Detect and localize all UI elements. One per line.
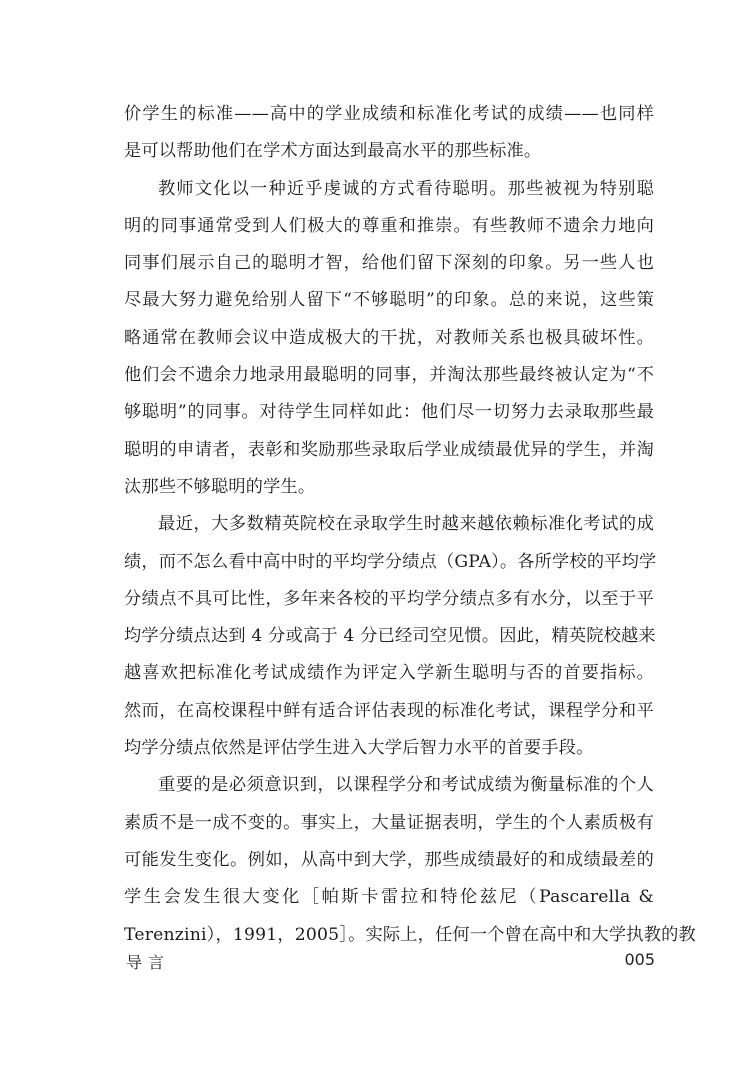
body-text	[124, 96, 696, 954]
text-line: 聪明的申请者，表彰和奖励那些录取后学业成绩最优异的学生，并淘	[124, 439, 654, 460]
text-line: 教师文化以一种近乎虔诚的方式看待聪明。那些被视为特别聪	[158, 178, 654, 199]
text-line: 均学分绩点依然是评估学生进入大学后智力水平的首要手段。	[124, 738, 594, 759]
text-line: 略通常在教师会议中造成极大的干扰，对教师关系也极具破坏性。	[124, 327, 654, 348]
text-line: 汰那些不够聪明的学生。	[124, 476, 316, 497]
text-line: 素质不是一成不变的。事实上，大量证据表明，学生的个人素质极有	[124, 812, 654, 833]
text-line: Terenzini），1991，2005］。实际上，任何一个曾在高中和大学执教的教	[124, 924, 696, 945]
text-line: 学生会发生很大变化［帕斯卡雷拉和特伦兹尼（Pascarella &	[124, 887, 654, 908]
text-line: 越喜欢把标准化考试成绩作为评定入学新生聪明与否的首要指标。	[124, 663, 654, 684]
paragraph	[124, 96, 654, 171]
text-line: 他们会不遗余力地录用最聪明的同事，并淘汰那些最终被认定为“不	[124, 365, 654, 386]
text-line: 可能发生变化。例如，从高中到大学，那些成绩最好的和成绩最差的	[124, 849, 654, 870]
text-line: 尽最大努力避免给别人留下“不够聪明”的印象。总的来说，这些策	[124, 290, 654, 311]
text-line: 均学分绩点达到 4 分或高于 4 分已经司空见惯。因此，精英院校越来	[124, 626, 656, 647]
text-line: 价学生的标准——高中的学业成绩和标准化考试的成绩——也同样	[124, 104, 654, 124]
text-line: 绩，而不怎么看中高中时的平均学分绩点（GPA）。各所学校的平均学	[124, 551, 657, 572]
page-number: 005	[624, 950, 655, 969]
text-line: 最近，大多数精英院校在录取学生时越来越依赖标准化考试的成	[158, 514, 654, 535]
text-line: 明的同事通常受到人们极大的尊重和推崇。有些教师不遗余力地向	[124, 215, 654, 236]
text-line: 同事们展示自己的聪明才智，给他们留下深刻的印象。另一些人也	[124, 253, 654, 274]
paragraph	[124, 767, 696, 953]
running-footer-section: 导言	[126, 953, 171, 972]
paragraph	[124, 171, 654, 507]
text-line: 分绩点不具可比性，多年来各校的平均学分绩点多有水分，以至于平	[124, 588, 654, 609]
text-line: 够聪明”的同事。对待学生同样如此：他们尽一切努力去录取那些最	[124, 402, 654, 423]
text-line: 然而，在高校课程中鲜有适合评估表现的标准化考试，课程学分和平	[124, 700, 654, 721]
text-line: 是可以帮助他们在学术方面达到最高水平的那些标准。	[124, 141, 542, 162]
text-line: 重要的是必须意识到，以课程学分和考试成绩为衡量标准的个人	[158, 775, 654, 796]
paragraph	[124, 506, 657, 767]
